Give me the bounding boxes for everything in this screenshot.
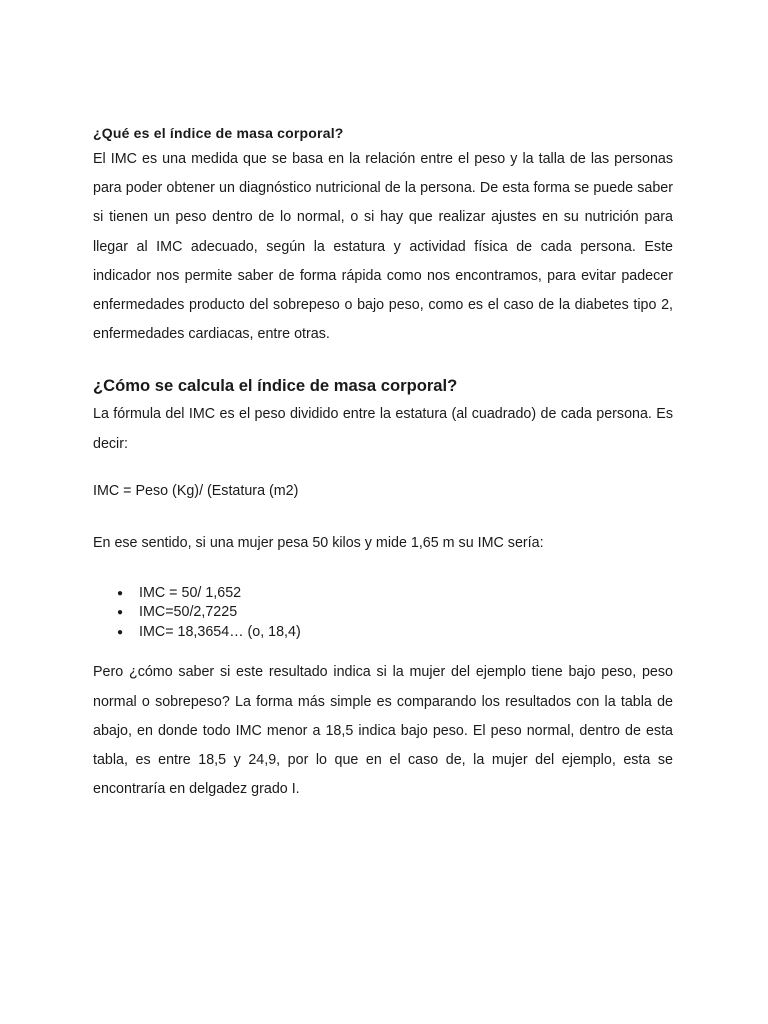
bmi-definition-paragraph: El IMC es una medida que se basa en la relación entre el peso y la talla de las personas para poder obtener un diagnóstico nutricional de la persona. De esta forma se puede saber si tienen un peso dentro de lo normal, o si hay que realizar ajustes en su nutrición para llegar al IMC adecuado, según la estatura y actividad física de cada persona. Este indicador nos permite saber de forma rápida como nos encontramos, para evitar padecer enfermedades producto del sobrepeso o bajo peso, como es el caso de la diabetes tipo 2, enfermedades cardiacas, entre otras. <box>93 151 673 343</box>
bullet-icon: ● <box>117 587 124 599</box>
list-item <box>117 603 673 623</box>
list-item <box>117 623 673 643</box>
calculation-step: IMC = 50/ 1,652 <box>139 584 242 601</box>
formula-intro-paragraph: La fórmula del IMC es el peso dividido entre la estatura (al cuadrado) de cada persona. Es decir: <box>93 406 673 452</box>
bullet-icon: ● <box>117 607 124 619</box>
bullet-icon: ● <box>117 626 124 638</box>
document-page <box>93 124 673 804</box>
section-heading-what-is-bmi: ¿Qué es el índice de masa corporal? <box>93 125 344 141</box>
calculation-step: IMC=50/2,7225 <box>139 604 238 621</box>
calculation-step: IMC= 18,3654… (o, 18,4) <box>139 623 301 640</box>
bmi-formula: IMC = Peso (Kg)/ (Estatura (m2) <box>93 482 299 499</box>
calculation-steps-list <box>93 584 673 643</box>
list-item <box>117 584 673 604</box>
example-sentence: En ese sentido, si una mujer pesa 50 kilos y mide 1,65 m su IMC sería: <box>93 534 544 551</box>
section-heading-how-to-calculate: ¿Cómo se calcula el índice de masa corporal? <box>93 376 458 396</box>
conclusion-paragraph: Pero ¿cómo saber si este resultado indica si la mujer del ejemplo tiene bajo peso, peso normal o sobrepeso? La forma más simple es comparando los resultados con la tabla de abajo, en donde todo IMC menor a 18,5 indica bajo peso. El peso normal, dentro de esta tabla, es entre 18,5 y 24,9, por lo que en el caso de, la mujer del ejemplo, esta se encontraría en delgadez grado I. <box>93 664 673 798</box>
